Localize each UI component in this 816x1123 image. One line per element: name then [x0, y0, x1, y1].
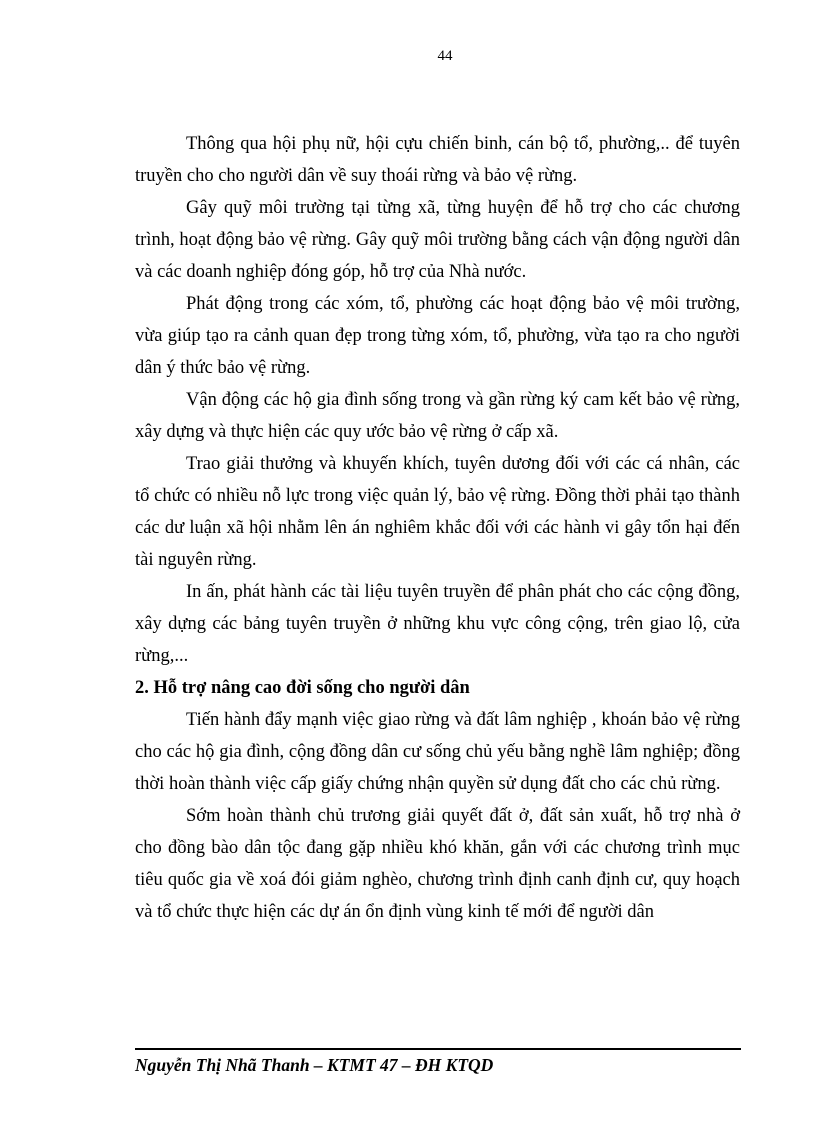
- footer-divider: [135, 1048, 741, 1050]
- paragraph: Trao giải thưởng và khuyến khích, tuyên dương đối với các cá nhân, các tổ chức có nhiều nỗ lực trong việc quản lý, bảo vệ rừng. Đồng thời phải tạo thành các dư luận xã hội nhằm lên án nghiêm khắc đối với các hành vi gây tổn hại đến tài nguyên rừng.: [135, 454, 740, 570]
- paragraph: Vận động các hộ gia đình sống trong và gần rừng ký cam kết bảo vệ rừng, xây dựng và thực hiện các quy ước bảo vệ rừng ở cấp xã.: [135, 390, 740, 442]
- paragraph: Sớm hoàn thành chủ trương giải quyết đất ở, đất sản xuất, hỗ trợ nhà ở cho đồng bào dân tộc đang gặp nhiều khó khăn, gắn với các chương trình mục tiêu quốc gia về xoá đói giảm nghèo, chương trình định canh định cư, quy hoạch và tổ chức thực hiện các dự án ổn định vùng kinh tế mới để người dân: [135, 806, 740, 922]
- paragraph: Phát động trong các xóm, tổ, phường các hoạt động bảo vệ môi trường, vừa giúp tạo ra cảnh quan đẹp trong từng xóm, tổ, phường, vừa tạo ra cho người dân ý thức bảo vệ rừng.: [135, 294, 740, 378]
- paragraph: Tiến hành đẩy mạnh việc giao rừng và đất lâm nghiệp , khoán bảo vệ rừng cho các hộ gia đình, cộng đồng dân cư sống chủ yếu bằng nghề lâm nghiệp; đồng thời hoàn thành việc cấp giấy chứng nhận quyền sử dụng đất cho các chủ rừng.: [135, 710, 740, 794]
- footer-author-line: Nguyễn Thị Nhã Thanh – KTMT 47 – ĐH KTQD: [135, 1055, 494, 1075]
- page-number: 44: [437, 48, 453, 64]
- section-heading: 2. Hỗ trợ nâng cao đời sống cho người dân: [135, 678, 470, 698]
- paragraph: In ấn, phát hành các tài liệu tuyên truyền để phân phát cho các cộng đồng, xây dựng các bảng tuyên truyền ở những khu vực công cộng, trên giao lộ, cửa rừng,...: [135, 582, 740, 666]
- paragraph: Gây quỹ môi trường tại từng xã, từng huyện để hỗ trợ cho các chương trình, hoạt động bảo vệ rừng. Gây quỹ môi trường bằng cách vận động người dân và các doanh nghiệp đóng góp, hỗ trợ của Nhà nước.: [135, 198, 740, 282]
- document-body: [135, 128, 740, 928]
- paragraph: Thông qua hội phụ nữ, hội cựu chiến binh, cán bộ tổ, phường,.. để tuyên truyền cho cho người dân về suy thoái rừng và bảo vệ rừng.: [135, 134, 740, 186]
